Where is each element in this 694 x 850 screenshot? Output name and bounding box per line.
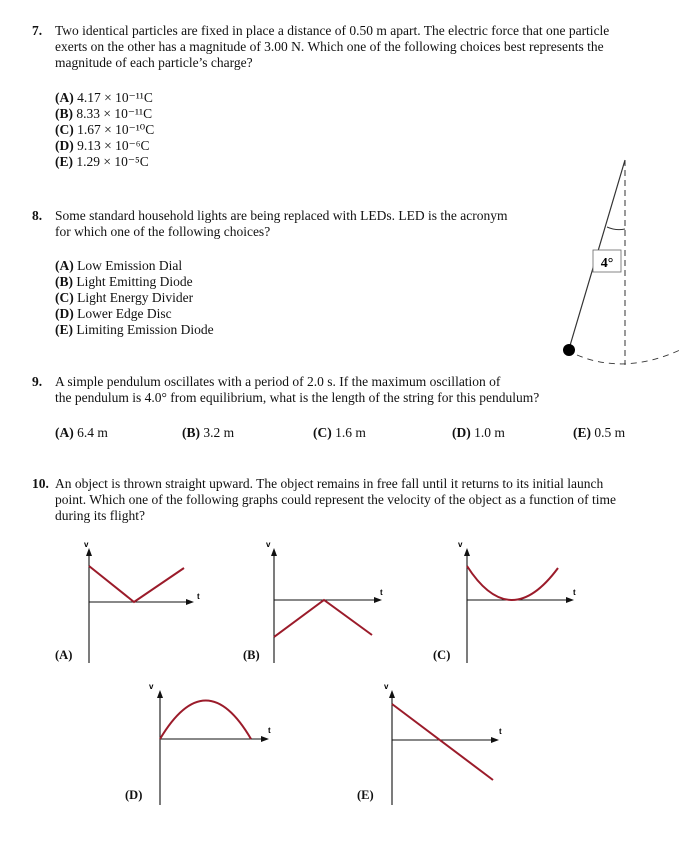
graph-b-t-arrow xyxy=(374,597,382,603)
q9-text-line2: the pendulum is 4.0° from equilibrium, what is the length of the string for this pendulum? xyxy=(55,390,540,405)
q9-text-line1: A simple pendulum oscillates with a period of 2.0 s. If the maximum oscillation of xyxy=(55,374,501,389)
graph-a-label: (A) xyxy=(55,648,73,662)
graph-a[interactable] xyxy=(60,538,210,668)
graph-b-v-label: v xyxy=(266,540,271,549)
angle-arc xyxy=(607,227,625,230)
graph-e-curve xyxy=(392,704,493,780)
graph-c-v-arrow xyxy=(464,548,470,556)
q9-choice-b[interactable]: (B) 3.2 m xyxy=(182,425,235,440)
swing-path xyxy=(577,350,680,364)
q8-choice-e[interactable]: (E) Limiting Emission Diode xyxy=(55,322,214,337)
graph-b[interactable] xyxy=(248,538,398,668)
q9-choice-c[interactable]: (C) 1.6 m xyxy=(313,425,366,440)
graph-e-label: (E) xyxy=(357,788,374,802)
graph-a-curve xyxy=(89,566,184,602)
q7-number: 7. xyxy=(32,23,43,38)
graph-c-t-arrow xyxy=(566,597,574,603)
graph-b-v-arrow xyxy=(271,548,277,556)
q10-text-line1: An object is thrown straight upward. The object remains in free fall until it returns to its initial launch xyxy=(55,476,604,491)
q7-choice-e[interactable]: (E) 1.29 × 10⁻⁵C xyxy=(55,154,149,169)
q7-text-line3: magnitude of each particle’s charge? xyxy=(55,55,253,70)
q8-text-line2: for which one of the following choices? xyxy=(55,224,271,239)
q7-choice-a[interactable]: (A) 4.17 × 10⁻¹¹C xyxy=(55,90,153,105)
graph-e-v-arrow xyxy=(389,690,395,698)
graph-b-label: (B) xyxy=(243,648,260,662)
q8-text-line1: Some standard household lights are being replaced with LEDs. LED is the acronym xyxy=(55,208,508,223)
q10-text-line2: point. Which one of the following graphs could represent the velocity of the object as a function of time xyxy=(55,492,616,507)
graph-c-t-label: t xyxy=(573,588,576,597)
pendulum-bob xyxy=(563,344,575,356)
graph-b-curve xyxy=(274,600,372,637)
q7-text-line2: exerts on the other has a magnitude of 3.00 N. Which one of the following choices best represents the xyxy=(55,39,604,54)
graph-d-label: (D) xyxy=(125,788,143,802)
q7-choice-c[interactable]: (C) 1.67 × 10⁻¹⁰C xyxy=(55,122,155,137)
graph-d-v-label: v xyxy=(149,682,154,691)
graph-e[interactable] xyxy=(370,680,520,810)
q10-text-line3: during its flight? xyxy=(55,508,145,523)
graph-d-curve xyxy=(160,701,251,740)
graph-d-t-arrow xyxy=(261,736,269,742)
graph-c-curve xyxy=(467,566,558,600)
graph-e-t-label: t xyxy=(499,727,502,736)
graph-c[interactable] xyxy=(440,538,590,668)
q7-choice-b[interactable]: (B) 8.33 × 10⁻¹¹C xyxy=(55,106,153,121)
q9-number: 9. xyxy=(32,374,43,389)
graph-b-t-label: t xyxy=(380,588,383,597)
q10-number: 10. xyxy=(32,476,49,491)
q7-choice-d[interactable]: (D) 9.13 × 10⁻⁶C xyxy=(55,138,150,153)
angle-label: 4° xyxy=(600,256,614,271)
graph-e-t-arrow xyxy=(491,737,499,743)
q8-choice-a[interactable]: (A) Low Emission Dial xyxy=(55,258,183,273)
q9-choice-e[interactable]: (E) 0.5 m xyxy=(573,425,626,440)
q8-choice-b[interactable]: (B) Light Emitting Diode xyxy=(55,274,193,289)
q8-number: 8. xyxy=(32,208,43,223)
q7-text-line1: Two identical particles are fixed in place a distance of 0.50 m apart. The electric force that one particle xyxy=(55,23,610,38)
graph-a-v-arrow xyxy=(86,548,92,556)
graph-a-t-label: t xyxy=(197,592,200,601)
graph-c-label: (C) xyxy=(433,648,451,662)
graph-a-v-label: v xyxy=(84,540,89,549)
graph-d-t-label: t xyxy=(268,726,271,735)
graph-a-t-arrow xyxy=(186,599,194,605)
q8-choice-c[interactable]: (C) Light Energy Divider xyxy=(55,290,194,305)
graph-d-v-arrow xyxy=(157,690,163,698)
graph-e-v-label: v xyxy=(384,682,389,691)
q8-choice-d[interactable]: (D) Lower Edge Disc xyxy=(55,306,172,321)
graph-d[interactable] xyxy=(135,680,285,810)
q9-choice-a[interactable]: (A) 6.4 m xyxy=(55,425,108,440)
graph-c-v-label: v xyxy=(458,540,463,549)
pendulum-diagram xyxy=(555,155,690,375)
q9-choice-d[interactable]: (D) 1.0 m xyxy=(452,425,505,440)
